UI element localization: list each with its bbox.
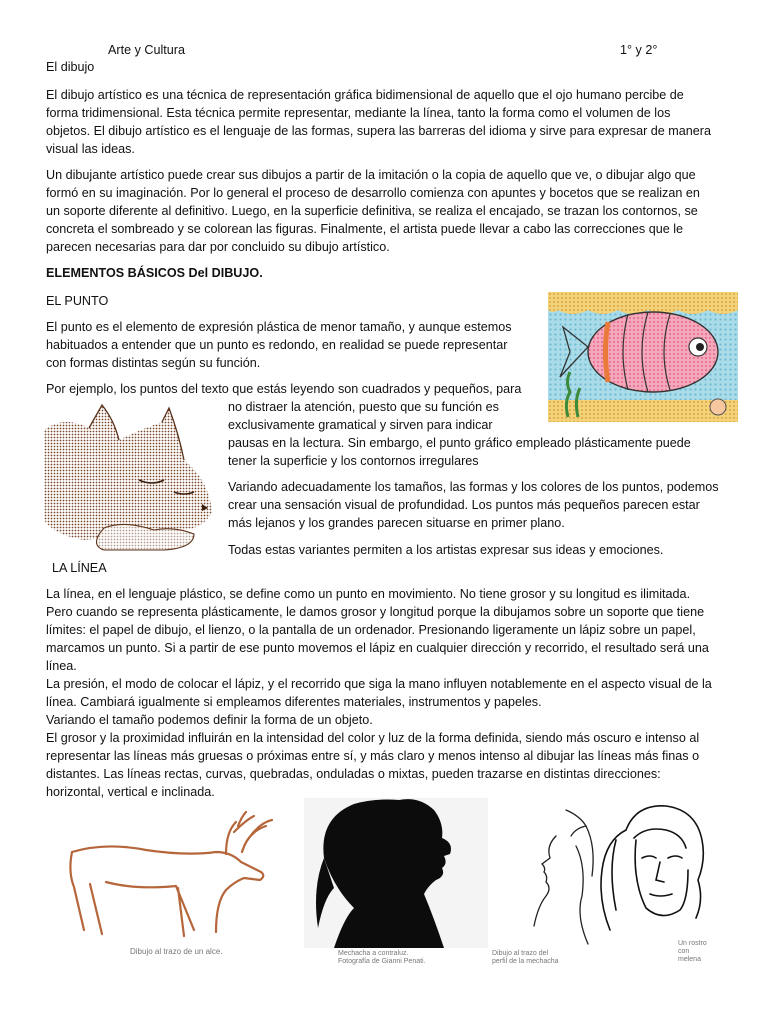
process-line: concreta el sombreado y se colorean las figuras. Finalmente, el artista puede llevar a cabo las correcciones que le <box>46 222 684 236</box>
elements-heading: ELEMENTOS BÁSICOS Del DIBUJO. <box>46 266 263 280</box>
linea-line: límites: el papel de dibujo, el lienzo, o la pantalla de un ordenador. Presionando ligeramente un lápiz sobre un papel, <box>46 623 696 637</box>
punto-line: Por ejemplo, los puntos del texto que estás leyendo son cuadrados y pequeños, para <box>46 382 522 396</box>
grade-label: 1° y 2° <box>620 43 658 57</box>
linea-heading: LA LÍNEA <box>52 561 107 575</box>
subject-label: Arte y Cultura <box>108 43 185 57</box>
punto-line: habituados a entender que un punto es redondo, en realidad se puede representar <box>46 338 508 352</box>
punto-heading: EL PUNTO <box>46 294 109 308</box>
girl-silhouette-icon <box>304 798 488 974</box>
intro-line: El dibujo artístico es una técnica de representación gráfica bidimensional de aquello que el ojo humano percibe de <box>46 88 684 102</box>
fish-dot-illustration-icon <box>548 292 738 422</box>
process-line: formó en su imaginación. Por lo general el proceso de desarrollo comienza con apuntes y bocetos que se realizan en <box>46 186 700 200</box>
punto-line: exclusivamente gramatical y sirven para indicar <box>228 418 493 432</box>
silhouette-caption-line: Fotografía de Gianni Penati. <box>338 958 426 965</box>
linea-line: El grosor y la proximidad influirán en la intensidad del color y luz de la forma definida, siendo más oscuro e intenso al <box>46 731 700 745</box>
punto-line: Variando adecuadamente los tamaños, las formas y los colores de los puntos, podemos <box>228 480 719 494</box>
punto-line: pausas en la lectura. Sin embargo, el punto gráfico empleado plásticamente puede <box>228 436 691 450</box>
linea-line: distantes. Las líneas rectas, curvas, quebradas, onduladas o mixtas, pueden trazarse en distintas direcciones: <box>46 767 661 781</box>
page-title: El dibujo <box>46 60 95 74</box>
intro-line: visual las ideas. <box>46 142 135 156</box>
linea-line: horizontal, vertical e inclinada. <box>46 785 215 799</box>
process-line: Un dibujante artístico puede crear sus dibujos a partir de la imitación o la copia de aquello que ve, o dibujar algo que <box>46 168 696 182</box>
cat-stipple-illustration-icon <box>44 400 216 552</box>
process-line: parecen necesarias para dar por concluido su dibujo artístico. <box>46 240 390 254</box>
profile-caption-line: perfil de la mechacha <box>492 958 559 965</box>
linea-line: La presión, el modo de colocar el lápiz, y el recorrido que siga la mano influyen notablemente en el aspecto visual de la <box>46 677 712 691</box>
linea-line: La línea, en el lenguaje plástico, se define como un punto en movimiento. No tiene grosor y su longitud es ilimitada. <box>46 587 691 601</box>
punto-line: crear una sensación visual de profundidad. Los puntos más pequeños parecen estar <box>228 498 700 512</box>
linea-line: marcamos un punto. Si a partir de ese punto movemos el lápiz en cualquier dirección y recorrido, el resultado será una <box>46 641 709 655</box>
intro-line: forma tridimensional. Esta técnica permite representar, mediante la línea, tanto la forma como el volumen de los <box>46 106 671 120</box>
elk-caption: Dibujo al trazo de un alce. <box>130 947 223 956</box>
punto-line: con formas distintas según su función. <box>46 356 261 370</box>
linea-line: Variando el tamaño podemos definir la forma de un objeto. <box>46 713 373 727</box>
face-line-drawing-icon <box>586 800 710 970</box>
punto-line: no distraer la atención, puesto que su función es <box>228 400 499 414</box>
profile-caption-line: Dibujo al trazo del <box>492 950 549 957</box>
punto-line: El punto es el elemento de expresión plástica de menor tamaño, y aunque estemos <box>46 320 512 334</box>
linea-line: Pero cuando se representa plásticamente, le damos grosor y longitud porque la dibujamos sobre un soporte que tiene <box>46 605 705 619</box>
process-line: un soporte diferente al definitivo. Luego, en la superficie definitiva, se realiza el encajado, se trazan los contornos, se <box>46 204 698 218</box>
punto-line: más lejanos y los grandes parecen situarse en primer plano. <box>228 516 565 530</box>
linea-line: representar las líneas más gruesas o próximas entre sí, y más claro y menos intenso al dibujar las líneas más finas o <box>46 749 700 763</box>
linea-line: línea. Cambiará igualmente si empleamos diferentes materiales, instrumentos y papeles. <box>46 695 542 709</box>
elk-line-drawing-icon <box>66 812 278 972</box>
linea-line: línea. <box>46 659 77 673</box>
punto-line: tener la superficie y los contornos irregulares <box>228 454 479 468</box>
face-caption-line: Un rostro <box>678 940 707 947</box>
face-caption-line: con melena <box>678 948 701 963</box>
punto-line: Todas estas variantes permiten a los artistas expresar sus ideas y emociones. <box>228 543 664 557</box>
intro-line: objetos. El dibujo artístico es el lenguaje de las formas, supera las barreras del idioma y sirve para expresar de manera <box>46 124 712 138</box>
silhouette-caption-line: Mechacha a contraluz. <box>338 950 409 957</box>
